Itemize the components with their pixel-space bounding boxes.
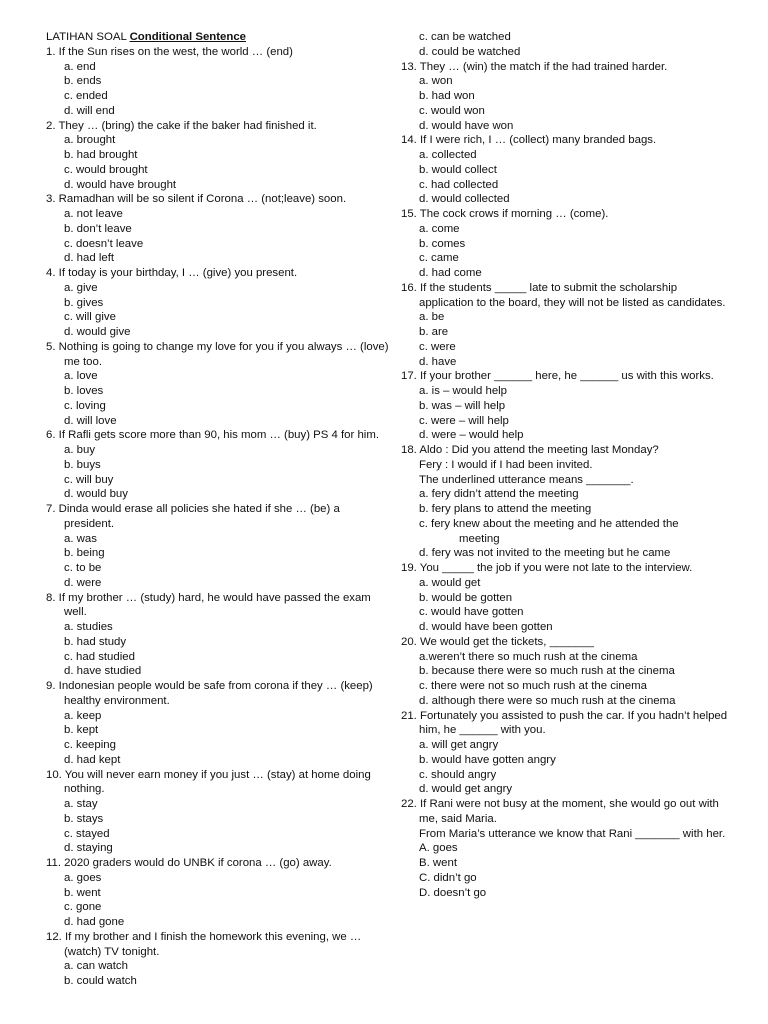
option-c: c. would brought bbox=[64, 163, 148, 176]
option-b: b. went bbox=[64, 886, 101, 899]
question-stem: 6. If Rafli gets score more than 90, his mom … (buy) PS 4 for him. bbox=[46, 429, 379, 442]
question-stem: 12. If my brother and I finish the homework this evening, we … (watch) TV tonight. bbox=[46, 930, 362, 958]
question-stem: 11. 2020 graders would do UNBK if corona … (go) away. bbox=[46, 857, 332, 869]
question-19 bbox=[401, 561, 731, 635]
left-column bbox=[46, 30, 392, 989]
option-b: b. was – will help bbox=[419, 399, 506, 412]
question-12 bbox=[46, 930, 392, 989]
option-b: b. are bbox=[419, 326, 449, 338]
question-16 bbox=[401, 281, 731, 370]
option-d: d. would have been gotten bbox=[419, 621, 553, 633]
option-a: a. is – would help bbox=[419, 385, 508, 397]
question-12-continued bbox=[401, 30, 731, 60]
question-stem: 15. The cock crows if morning … (come). bbox=[401, 208, 609, 220]
question-stem: 1. If the Sun rises on the west, the world … (end) bbox=[46, 45, 293, 58]
question-4 bbox=[46, 266, 392, 340]
option-d: d. have studied bbox=[64, 665, 142, 678]
option-b: b. loves bbox=[64, 385, 104, 397]
question-stem: 21. Fortunately you assisted to push the car. If you hadn’t helped him, he ______ with you. bbox=[401, 709, 728, 737]
option-c: c. fery knew about the meeting and he attended the bbox=[419, 517, 679, 530]
question-14 bbox=[401, 133, 731, 207]
option-a: a. was bbox=[64, 532, 97, 545]
title-topic: Conditional Sentence bbox=[129, 31, 247, 43]
question-stem: 14. If I were rich, I … (collect) many branded bags. bbox=[401, 134, 657, 147]
question-3 bbox=[46, 192, 392, 266]
question-stem: 8. If my brother … (study) hard, he would have passed the exam well. bbox=[46, 591, 371, 619]
question-22 bbox=[401, 797, 731, 900]
option-c: C. didn’t go bbox=[419, 871, 477, 884]
option-a: a. won bbox=[419, 75, 453, 88]
option-a: a. would get bbox=[419, 576, 481, 589]
option-b: b. don’t leave bbox=[64, 222, 132, 235]
option-a: a. not leave bbox=[64, 208, 123, 220]
question-stem: 9. Indonesian people would be safe from corona if they … (keep) healthy environment. bbox=[46, 680, 373, 707]
option-a: a. buy bbox=[64, 444, 96, 456]
question-7 bbox=[46, 502, 392, 591]
question-stem: 20. We would get the tickets, _______ bbox=[401, 635, 594, 648]
option-b: B. went bbox=[419, 857, 457, 869]
option-c: c. there were not so much rush at the cinema bbox=[419, 680, 647, 692]
option-d: d. would have won bbox=[419, 119, 514, 132]
option-c: c. had collected bbox=[419, 178, 499, 191]
option-d: d. had gone bbox=[64, 916, 125, 928]
option-d: d. will end bbox=[64, 104, 115, 117]
option-a: a. will get angry bbox=[419, 739, 499, 751]
worksheet-title bbox=[46, 30, 392, 45]
question-stem: 3. Ramadhan will be so silent if Corona … (not;leave) soon. bbox=[46, 193, 347, 206]
option-b: b. could watch bbox=[64, 975, 137, 987]
question-1 bbox=[46, 45, 392, 119]
option-b: b. stays bbox=[64, 812, 104, 825]
option-d: d. could be watched bbox=[419, 45, 521, 58]
option-d: d. would get angry bbox=[419, 783, 513, 796]
option-c: c. were bbox=[419, 340, 456, 353]
option-b: b. because there were so much rush at the cinema bbox=[419, 665, 675, 678]
right-column bbox=[401, 30, 731, 900]
option-a: a. stay bbox=[64, 798, 98, 810]
option-d: d. would have brought bbox=[64, 178, 177, 191]
option-c: c. doesn’t leave bbox=[64, 237, 144, 250]
option-c: c. would have gotten bbox=[419, 606, 524, 619]
option-c: c. will buy bbox=[64, 473, 114, 486]
option-b: b. ends bbox=[64, 75, 102, 88]
question-prompt: From Maria’s utterance we know that Rani _______ with her. bbox=[419, 827, 726, 840]
option-c: c. keeping bbox=[64, 739, 116, 751]
option-c: c. can be watched bbox=[419, 31, 511, 43]
option-a: a. end bbox=[64, 60, 96, 73]
option-c: c. should angry bbox=[419, 768, 497, 781]
option-b: b. fery plans to attend the meeting bbox=[419, 503, 592, 515]
option-d: d. had left bbox=[64, 252, 115, 265]
option-b: b. would be gotten bbox=[419, 591, 513, 604]
question-stem: 18. Aldo : Did you attend the meeting last Monday? bbox=[401, 444, 659, 456]
question-prompt: The underlined utterance means _______. bbox=[419, 473, 634, 486]
question-15 bbox=[401, 207, 731, 281]
option-b: b. buys bbox=[64, 458, 101, 471]
question-11 bbox=[46, 856, 392, 930]
question-stem: 7. Dinda would erase all policies she hated if she … (be) a president. bbox=[46, 503, 340, 530]
title-prefix: LATIHAN SOAL bbox=[46, 31, 130, 43]
option-a: a. can watch bbox=[64, 960, 128, 973]
question-stem: 19. You _____ the job if you were not late to the interview. bbox=[401, 562, 693, 574]
option-d: d. were bbox=[64, 576, 102, 589]
option-c: c. ended bbox=[64, 90, 108, 102]
option-a: a. love bbox=[64, 370, 98, 383]
option-b: b. being bbox=[64, 547, 105, 560]
option-b: b. would collect bbox=[419, 163, 497, 176]
option-a: a. come bbox=[419, 222, 460, 235]
option-a: a. studies bbox=[64, 621, 113, 633]
question-stem: 4. If today is your birthday, I … (give) you present. bbox=[46, 267, 298, 279]
option-d: d. would collected bbox=[419, 193, 510, 206]
option-c: c. had studied bbox=[64, 650, 135, 663]
question-21 bbox=[401, 709, 731, 798]
option-a: a.weren’t there so much rush at the cinema bbox=[419, 650, 638, 663]
question-stem: 17. If your brother ______ here, he ______ us with this works. bbox=[401, 370, 714, 383]
option-c-continued: meeting bbox=[459, 532, 500, 545]
question-20 bbox=[401, 635, 731, 709]
question-stem: 10. You will never earn money if you just … (stay) at home doing nothing. bbox=[46, 768, 371, 796]
option-d: d. fery was not invited to the meeting but he came bbox=[419, 547, 671, 560]
option-c: c. to be bbox=[64, 562, 102, 574]
question-13 bbox=[401, 60, 731, 134]
option-a: A. goes bbox=[419, 842, 458, 855]
option-d: d. were – would help bbox=[419, 429, 524, 442]
option-d: d. would give bbox=[64, 326, 131, 338]
option-c: c. gone bbox=[64, 901, 102, 914]
option-d: d. would buy bbox=[64, 488, 128, 501]
question-stem: 22. If Rani were not busy at the moment, she would go out with me, said Maria. bbox=[401, 798, 719, 825]
option-b: b. kept bbox=[64, 724, 99, 737]
option-b: b. comes bbox=[419, 237, 466, 250]
option-b: b. would have gotten angry bbox=[419, 753, 556, 766]
option-a: a. fery didn’t attend the meeting bbox=[419, 488, 579, 501]
option-c: c. came bbox=[419, 252, 459, 265]
question-stem: 5. Nothing is going to change my love for you if you always … (love) me too. bbox=[46, 340, 389, 368]
option-d: d. had kept bbox=[64, 753, 121, 766]
question-6 bbox=[46, 428, 392, 502]
option-c: c. will give bbox=[64, 311, 116, 324]
option-d: D. doesn’t go bbox=[419, 886, 487, 899]
dialogue-line: Fery : I would if I had been invited. bbox=[419, 458, 593, 471]
question-stem: 2. They … (bring) the cake if the baker had finished it. bbox=[46, 119, 317, 132]
option-b: b. had study bbox=[64, 635, 127, 648]
option-b: b. had won bbox=[419, 90, 475, 102]
question-5 bbox=[46, 340, 392, 429]
option-d: d. staying bbox=[64, 842, 113, 855]
option-d: d. have bbox=[419, 355, 457, 368]
option-c: c. loving bbox=[64, 399, 106, 412]
option-d: d. will love bbox=[64, 414, 117, 427]
question-2 bbox=[46, 119, 392, 193]
question-17 bbox=[401, 369, 731, 443]
option-c: c. were – will help bbox=[419, 414, 509, 427]
question-stem: 16. If the students _____ late to submit the scholarship application to the board, they will not be listed as candidates. bbox=[401, 281, 726, 309]
option-c: c. stayed bbox=[64, 827, 110, 840]
question-stem: 13. They … (win) the match if the had trained harder. bbox=[401, 60, 668, 73]
option-d: d. had come bbox=[419, 267, 482, 279]
option-a: a. be bbox=[419, 311, 445, 324]
option-a: a. keep bbox=[64, 709, 102, 722]
question-10 bbox=[46, 768, 392, 857]
question-18 bbox=[401, 443, 731, 561]
option-b: b. gives bbox=[64, 296, 104, 309]
option-a: a. collected bbox=[419, 149, 477, 161]
option-b: b. had brought bbox=[64, 149, 138, 161]
option-c: c. would won bbox=[419, 104, 485, 117]
option-a: a. give bbox=[64, 281, 98, 294]
question-9 bbox=[46, 679, 392, 768]
option-a: a. goes bbox=[64, 871, 102, 884]
option-a: a. brought bbox=[64, 134, 116, 147]
question-8 bbox=[46, 591, 392, 680]
option-d: d. although there were so much rush at the cinema bbox=[419, 694, 676, 707]
